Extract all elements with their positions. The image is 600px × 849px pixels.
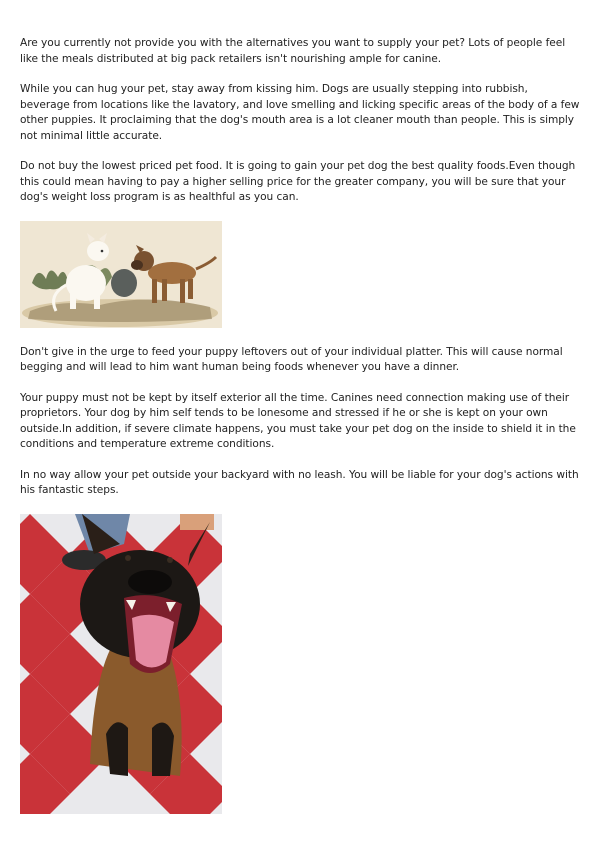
paragraph-1: Are you currently not provide you with the alternatives you want to supply your pet? Lots of people feel like the meals distributed at big pack retailers isn't nourishing ample for canine. <box>20 37 566 65</box>
paragraph-6: In no way allow your pet outside your backyard with no leash. You will be liable for your dog's actions with his fantastic steps. <box>20 468 579 496</box>
yawning-puppy-photo <box>20 514 222 814</box>
paragraph-2: While you can hug your pet, stay away from kissing him. Dogs are usually stepping into rubbish, beverage from locations like the lavatory, and love smelling and licking specific areas of the body of a few other puppies. It proclaiming that the dog's mouth area is a lot cleaner mouth than people. This is simply not minimal little accurate. <box>20 83 580 142</box>
document-body <box>20 36 580 814</box>
paragraph-3: Do not buy the lowest priced pet food. It is going to gain your pet dog the best quality foods.Even though this could mean having to pay a higher selling price for the greater company, you will be sure that your dog's weight loss program is as healthful as you can. <box>20 160 576 203</box>
paragraph-5: Your puppy must not be kept by itself exterior all the time. Canines need connection making use of their proprietors. Your dog by him self tends to be lonesome and stressed if he or she is kept on your own outside.In addition, if severe climate happens, you must take your pet dog on the inside to shield it in the conditions and temperature extreme conditions. <box>20 391 576 450</box>
vintage-dogs-illustration <box>20 221 222 328</box>
paragraph-4: Don't give in the urge to feed your puppy leftovers out of your individual platter. This will cause normal begging and will lead to him want human being foods whenever you have a dinner. <box>20 345 563 373</box>
